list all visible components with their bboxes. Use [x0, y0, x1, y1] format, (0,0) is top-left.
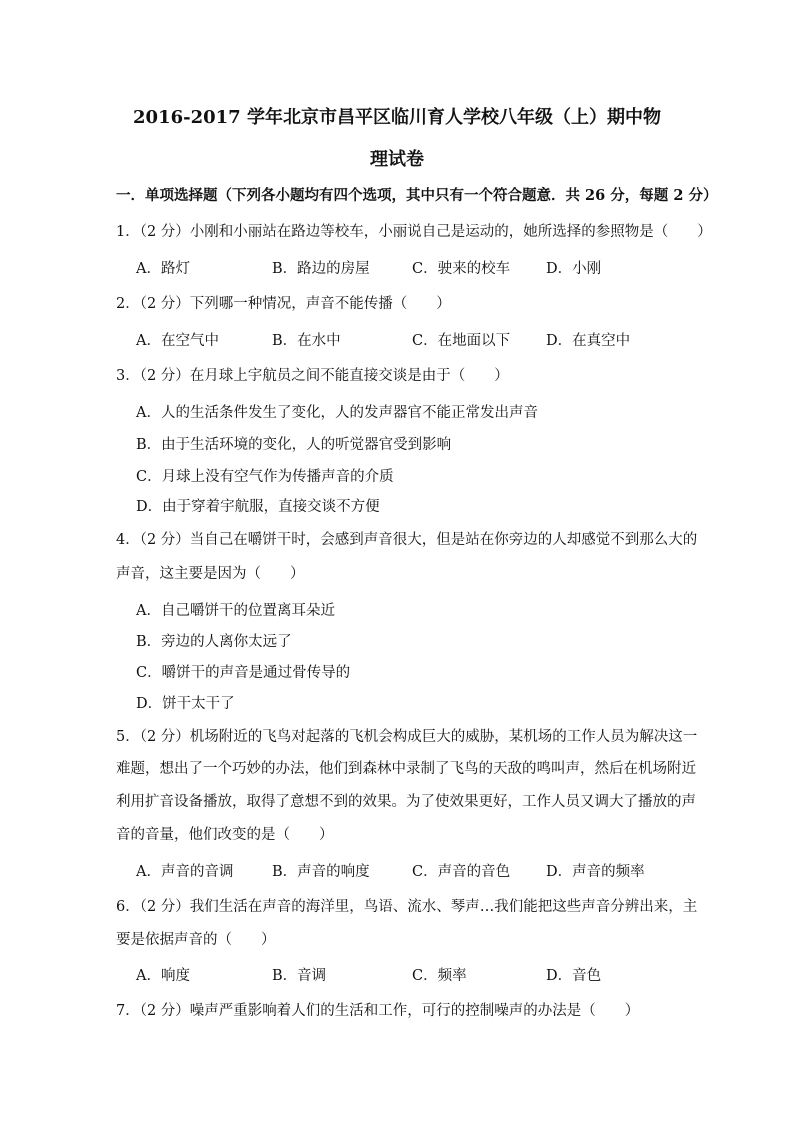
exam-title-line-2: 理试卷 [370, 149, 424, 170]
question-6-option-a: A．响度 [136, 968, 190, 984]
question-3-option-c: C．月球上没有空气作为传播声音的介质 [136, 469, 394, 485]
question-1-option-c: C．驶来的校车 [412, 261, 511, 277]
question-5-stem-line-2: 难题，想出了一个巧妙的办法，他们到森林中录制了飞鸟的天敌的鸣叫声，然后在机场附近 [116, 761, 696, 777]
question-4-option-b: B．旁边的人离你太远了 [136, 634, 292, 650]
question-5-stem-line-4: 音的音量，他们改变的是（ ） [116, 827, 334, 843]
question-1-option-a: A．路灯 [136, 261, 190, 277]
question-4-option-a: A．自己嚼饼干的位置离耳朵近 [136, 603, 335, 619]
question-4-option-c: C．嚼饼干的声音是通过骨传导的 [136, 665, 351, 681]
question-5-stem-line-1: 5．（2 分）机场附近的飞鸟对起落的飞机会构成巨大的威胁，某机场的工作人员为解决这一 [116, 729, 698, 745]
question-5-option-a: A．声音的音调 [136, 864, 234, 880]
question-2-stem: 2．（2 分）下列哪一种情况，声音不能传播（ ） [116, 296, 451, 312]
question-2-option-b: B．在水中 [272, 333, 341, 349]
question-1-option-d: D．小刚 [546, 261, 602, 277]
question-2-option-a: A．在空气中 [136, 333, 219, 349]
question-4-option-d: D．饼干太干了 [136, 696, 235, 712]
question-3-option-b: B．由于生活环境的变化，人的听觉器官受到影响 [136, 437, 452, 453]
question-2-option-c: C．在地面以下 [412, 333, 511, 349]
question-6-options [136, 966, 696, 986]
question-2-option-d: D．在真空中 [546, 333, 631, 349]
question-1-option-b: B．路边的房屋 [272, 261, 370, 277]
exam-title-line-1: 2016-2017 学年北京市昌平区临川育人学校八年级（上）期中物 [133, 107, 661, 128]
question-3-stem: 3．（2 分）在月球上宇航员之间不能直接交谈是由于（ ） [116, 368, 509, 384]
question-1-options [136, 259, 696, 279]
question-4-stem-line-2: 声音，这主要是因为（ ） [116, 566, 305, 582]
question-5-option-d: D．声音的频率 [546, 864, 645, 880]
question-5-options [136, 862, 696, 882]
question-3-option-a: A．人的生活条件发生了变化，人的发声器官不能正常发出声音 [136, 405, 538, 421]
question-6-stem-line-2: 要是依据声音的（ ） [116, 932, 276, 948]
question-6-option-b: B．音调 [272, 968, 327, 984]
question-1-stem: 1．（2 分）小刚和小丽站在路边等校车，小丽说自己是运动的，她所选择的参照物是（ ） [116, 224, 712, 240]
question-2-options [136, 331, 696, 351]
question-5-option-c: C．声音的音色 [412, 864, 511, 880]
question-5-option-b: B．声音的响度 [272, 864, 370, 880]
question-6-option-d: D．音色 [546, 968, 602, 984]
question-5-stem-line-3: 利用扩音设备播放，取得了意想不到的效果。为了使效果更好，工作人员又调大了播放的声 [116, 794, 696, 810]
question-6-option-c: C．频率 [412, 968, 467, 984]
question-6-stem-line-1: 6．（2 分）我们生活在声音的海洋里，鸟语、流水、琴声…我们能把这些声音分辨出来，主 [116, 899, 698, 915]
question-7-stem: 7．（2 分）噪声严重影响着人们的生活和工作，可行的控制噪声的办法是（ ） [116, 1003, 640, 1019]
question-4-stem-line-1: 4．（2 分）当自己在嚼饼干时，会感到声音很大，但是站在你旁边的人却感觉不到那么大的 [116, 532, 698, 548]
question-3-option-d: D．由于穿着宇航服，直接交谈不方便 [136, 499, 380, 515]
section-heading: 一．单项选择题（下列各小题均有四个选项，其中只有一个符合题意．共 26 分，每题 2 分） [116, 187, 718, 204]
